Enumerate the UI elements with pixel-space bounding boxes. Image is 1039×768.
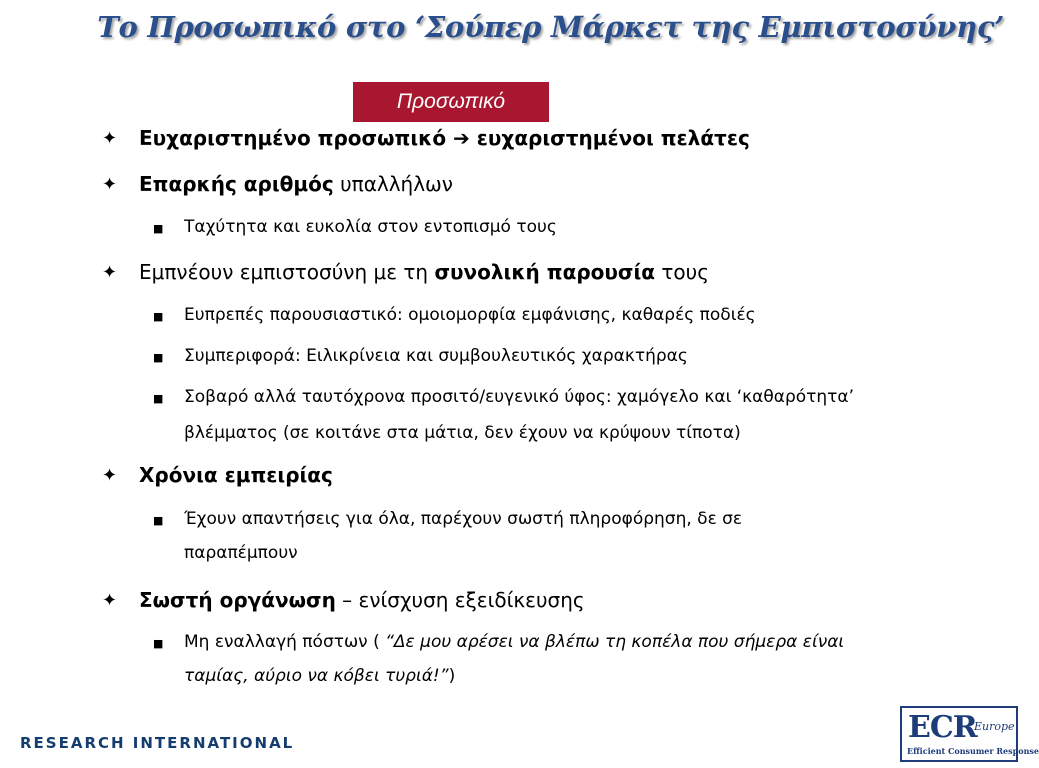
bullet-icon: ✦ bbox=[102, 174, 118, 195]
sub-bullet-icon: ■ bbox=[153, 392, 164, 405]
bullet-satisfied-staff: Ευχαριστημένο προσωπικό ➔ ευχαριστημένοι πελάτες bbox=[139, 126, 750, 150]
bullet-icon: ✦ bbox=[102, 465, 118, 486]
ecr-logo-sub: Europe bbox=[974, 720, 1015, 733]
sub-bullet-icon: ■ bbox=[153, 222, 164, 235]
bullet-icon: ✦ bbox=[102, 590, 118, 611]
sub-bullet-style-line2: βλέμματος (σε κοιτάνε στα μάτια, δεν έχουν να κρύψουν τίποτα) bbox=[184, 423, 741, 443]
ecr-logo-tagline: Efficient Consumer Response bbox=[907, 746, 1039, 756]
bullet-experience: Χρόνια εμπειρίας bbox=[139, 463, 333, 487]
sub-bullet-style-line1: Σοβαρό αλλά ταυτόχρονα προσιτό/ευγενικό ύφος: χαμόγελο και ‘καθαρότητα’ bbox=[184, 387, 855, 407]
bullet-staff-number: Επαρκής αριθμός υπαλλήλων bbox=[139, 172, 453, 196]
sub-bullet-speed: Ταχύτητα και ευκολία στον εντοπισμό τους bbox=[184, 217, 557, 237]
sub-bullet-appearance: Ευπρεπές παρουσιαστικό: ομοιομορφία εμφάνισης, καθαρές ποδιές bbox=[184, 305, 756, 325]
sub-bullet-answers-line1: Έχουν απαντήσεις για όλα, παρέχουν σωστή πληροφόρηση, δε σε bbox=[184, 509, 743, 529]
sub-bullet-icon: ■ bbox=[153, 637, 164, 650]
slide-title: Το Προσωπικό στο ‘Σούπερ Μάρκετ της Εμπιστοσύνης’ bbox=[97, 10, 1004, 44]
sub-bullet-behaviour: Συμπεριφορά: Ειλικρίνεια και συμβουλευτικός χαρακτήρας bbox=[184, 346, 688, 366]
sub-bullet-answers-line2: παραπέμπουν bbox=[184, 543, 298, 563]
research-international-logo: RESEARCH INTERNATIONAL bbox=[20, 734, 295, 752]
sub-bullet-rotation-line1: Μη εναλλαγή πόστων ( “Δε μου αρέσει να βλέπω τη κοπέλα που σήμερα είναι bbox=[184, 632, 845, 652]
bullet-organisation: Σωστή οργάνωση – ενίσχυση εξειδίκευσης bbox=[139, 588, 585, 612]
bullet-icon: ✦ bbox=[102, 262, 118, 283]
sub-bullet-icon: ■ bbox=[153, 351, 164, 364]
section-tab: Προσωπικό bbox=[353, 82, 549, 122]
arrow-icon: ➔ bbox=[453, 126, 470, 150]
bullet-icon: ✦ bbox=[102, 128, 118, 149]
sub-bullet-icon: ■ bbox=[153, 514, 164, 527]
ecr-europe-logo bbox=[900, 706, 1039, 762]
sub-bullet-icon: ■ bbox=[153, 310, 164, 323]
bullet-trust: Εμπνέουν εμπιστοσύνη με τη συνολική παρουσία τους bbox=[139, 260, 709, 284]
ecr-logo-main: ECR bbox=[908, 710, 977, 745]
sub-bullet-rotation-line2: ταμίας, αύριο να κόβει τυριά!”) bbox=[184, 666, 456, 686]
